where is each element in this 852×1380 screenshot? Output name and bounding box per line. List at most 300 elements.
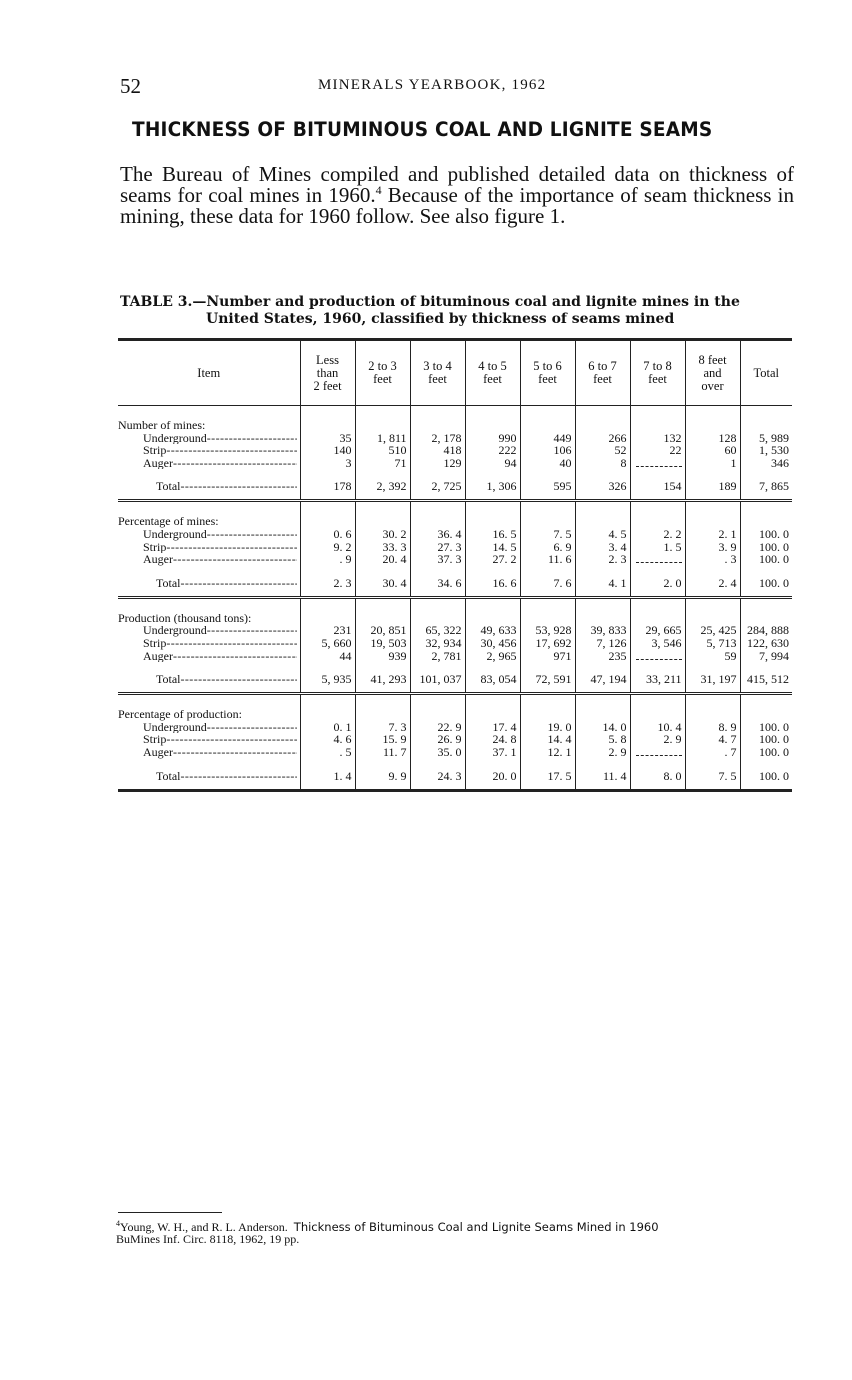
row-label — [118, 624, 297, 637]
column-header — [740, 340, 792, 406]
column-header — [575, 340, 630, 406]
value-cell — [355, 706, 410, 758]
value-cell — [575, 706, 630, 758]
spacer-cell — [118, 597, 300, 610]
row-label-text: Auger — [143, 456, 173, 470]
cell-value: 2. 1 — [718, 526, 737, 541]
value-cell — [575, 513, 630, 565]
cell-value: 44 — [339, 648, 352, 663]
column-header-line: Item — [197, 365, 221, 380]
cell-value: 8. 9 — [718, 719, 737, 734]
total-label-cell — [118, 577, 300, 598]
cell-value: 990 — [498, 430, 517, 445]
cell-value: 32, 934 — [425, 635, 462, 650]
total-value: 17. 5 — [520, 770, 575, 791]
cell-value: 100. 0 — [759, 539, 789, 554]
heading-gap — [466, 419, 517, 432]
cell-value: 35. 0 — [437, 744, 462, 759]
column-header-line: 7 to 8 — [643, 359, 672, 373]
total-value: 415, 512 — [740, 673, 792, 694]
total-row — [118, 480, 792, 501]
spacer-cell — [520, 597, 575, 610]
heading-gap — [741, 708, 790, 721]
heading-gap — [631, 419, 682, 432]
total-value: 326 — [575, 480, 630, 501]
dot-leader — [207, 721, 297, 734]
empty-dash — [636, 651, 682, 660]
column-header-line: 2 feet — [313, 378, 342, 393]
heading-gap — [741, 419, 790, 432]
footnote-marker: 4 — [116, 1219, 120, 1228]
cell-value: 284, 888 — [747, 623, 789, 638]
value-cell — [410, 417, 465, 469]
total-row — [118, 673, 792, 694]
dot-leader — [166, 444, 296, 457]
spacer-cell — [740, 759, 792, 770]
column-header-line: feet — [373, 372, 392, 386]
cell-value: 122, 630 — [747, 635, 789, 650]
section-heading: Number of mines: — [118, 419, 206, 432]
spacer-cell — [355, 597, 410, 610]
cell-value: 7, 126 — [596, 635, 627, 650]
spacer-cell — [355, 694, 410, 707]
cell-value: 5. 8 — [608, 732, 627, 747]
value-cell — [520, 706, 575, 758]
cell-value: 140 — [333, 443, 352, 458]
cell-value: 129 — [443, 455, 462, 470]
value-cell — [465, 417, 520, 469]
column-header-line: than — [316, 365, 339, 380]
value-cell — [300, 417, 355, 469]
dot-leader — [207, 432, 297, 445]
total-value: 2, 392 — [355, 480, 410, 501]
cell-value: 59 — [724, 648, 737, 663]
spacer-row — [118, 694, 792, 707]
total-value: 31, 197 — [685, 673, 740, 694]
dot-leader — [181, 577, 297, 590]
table-section — [118, 706, 792, 758]
table-header-row — [118, 340, 792, 406]
total-value: 1, 306 — [465, 480, 520, 501]
spacer-cell — [118, 694, 300, 707]
value-cell — [740, 513, 792, 565]
spacer-cell — [575, 406, 630, 418]
spacer-cell — [630, 694, 685, 707]
value-cell — [630, 513, 685, 565]
total-value: 2. 0 — [630, 577, 685, 598]
cell-value: 231 — [333, 623, 352, 638]
dot-leader — [173, 457, 297, 470]
total-value: 4. 1 — [575, 577, 630, 598]
total-value: 7, 865 — [740, 480, 792, 501]
total-value: 72, 591 — [520, 673, 575, 694]
column-header — [355, 340, 410, 406]
column-header-line: 8 feet — [698, 352, 727, 367]
total-label-text: Total — [156, 673, 181, 686]
cell-value: 266 — [608, 430, 627, 445]
spacer-row — [118, 501, 792, 514]
cell-value: 22. 9 — [437, 719, 462, 734]
total-value: 30. 4 — [355, 577, 410, 598]
row-label — [118, 541, 297, 554]
cell-value: 60 — [724, 443, 737, 458]
spacer-row — [118, 759, 792, 770]
cell-value: 14. 5 — [492, 539, 517, 554]
cell-value: 65, 322 — [425, 623, 462, 638]
table-caption-line-2: United States, 1960, classified by thickness of seams mined — [206, 311, 675, 327]
total-value: 33, 211 — [630, 673, 685, 694]
column-header-line: 6 to 7 — [588, 359, 617, 373]
intro-text-end: Because of the importance of seam thickness in mining, these data for 1960 follow. See also figure 1. — [120, 183, 794, 228]
cell-value: 20, 851 — [370, 623, 407, 638]
total-row — [118, 577, 792, 598]
column-header-line: feet — [538, 372, 557, 386]
table-section — [118, 610, 792, 662]
spacer-cell — [630, 501, 685, 514]
row-label — [118, 733, 297, 746]
value-cell — [300, 706, 355, 758]
row-label-text: Strip — [143, 636, 167, 650]
spacer-cell — [520, 694, 575, 707]
cell-value: 49, 633 — [480, 623, 517, 638]
cell-value: 2. 9 — [663, 732, 682, 747]
column-header-line: feet — [428, 372, 447, 386]
total-value: 7. 6 — [520, 577, 575, 598]
item-cell — [118, 610, 300, 662]
running-title: MINERALS YEARBOOK, 1962 — [318, 77, 547, 93]
cell-value: 52 — [614, 443, 627, 458]
spacer-cell — [520, 759, 575, 770]
cell-value: 100. 0 — [759, 732, 789, 747]
total-row — [118, 770, 792, 791]
row-label — [118, 432, 297, 445]
column-header — [465, 340, 520, 406]
spacer-cell — [355, 406, 410, 418]
dot-leader — [173, 650, 297, 663]
item-cell — [118, 706, 300, 758]
row-label — [118, 444, 297, 457]
cell-value: 37. 3 — [437, 552, 462, 567]
row-label — [118, 457, 297, 470]
cell-value — [631, 553, 682, 566]
cell-value: 939 — [388, 648, 407, 663]
footnote — [116, 1218, 796, 1245]
spacer-cell — [630, 406, 685, 418]
cell-value — [631, 746, 682, 759]
total-label-text: Total — [156, 769, 181, 783]
table-caption — [120, 294, 792, 328]
value-cell — [630, 706, 685, 758]
value-cell — [465, 610, 520, 662]
total-value: 100. 0 — [740, 770, 792, 791]
cell-value: 1. 5 — [663, 539, 682, 554]
value-cell — [685, 417, 740, 469]
cell-value: 5, 660 — [321, 635, 352, 650]
cell-value: 39, 833 — [590, 623, 627, 638]
cell-value — [631, 457, 682, 470]
spacer-cell — [740, 406, 792, 418]
column-header-line: 3 to 4 — [423, 359, 452, 373]
spacer-cell — [630, 759, 685, 770]
spacer-cell — [355, 501, 410, 514]
spacer-cell — [575, 597, 630, 610]
spacer-cell — [630, 597, 685, 610]
heading-gap — [301, 708, 352, 721]
value-cell — [740, 417, 792, 469]
footnote-citation: BuMines Inf. Circ. 8118, 1962, 19 pp. — [116, 1232, 300, 1246]
heading-gap — [576, 708, 627, 721]
dot-leader — [166, 637, 296, 650]
row-label-text: Strip — [143, 540, 167, 554]
total-label — [118, 770, 297, 783]
value-cell — [685, 610, 740, 662]
spacer-cell — [300, 501, 355, 514]
heading-gap — [631, 708, 682, 721]
cell-value: 19, 503 — [370, 635, 407, 650]
empty-dash — [636, 458, 682, 467]
total-value: 2, 725 — [410, 480, 465, 501]
spacer-cell — [410, 694, 465, 707]
row-label-text: Underground — [143, 720, 207, 734]
value-cell — [630, 610, 685, 662]
footnote-divider — [118, 1212, 222, 1213]
value-cell — [575, 610, 630, 662]
row-label-text: Auger — [143, 745, 173, 759]
column-header — [118, 340, 300, 406]
dot-leader — [173, 746, 297, 759]
cell-value: 2, 178 — [431, 430, 462, 445]
dot-leader — [207, 528, 297, 541]
dot-leader — [181, 480, 297, 493]
heading-gap — [521, 708, 572, 721]
heading-gap — [576, 419, 627, 432]
column-header — [300, 340, 355, 406]
column-header-line: and — [703, 365, 722, 380]
total-value: 5, 935 — [300, 673, 355, 694]
cell-value: 2, 781 — [431, 648, 462, 663]
cell-value: 3. 4 — [608, 539, 627, 554]
dot-leader — [173, 553, 297, 566]
spacer-cell — [118, 662, 300, 673]
cell-value: 0. 6 — [333, 526, 352, 541]
cell-value: 1 — [730, 455, 737, 470]
total-value: 7. 5 — [685, 770, 740, 791]
cell-value: 971 — [553, 648, 572, 663]
cell-value: 37. 1 — [492, 744, 517, 759]
value-cell — [630, 417, 685, 469]
cell-value: 4. 7 — [718, 732, 737, 747]
cell-value: 100. 0 — [759, 552, 789, 567]
total-label-cell — [118, 673, 300, 694]
spacer-cell — [465, 759, 520, 770]
item-cell — [118, 513, 300, 565]
total-value: 34. 6 — [410, 577, 465, 598]
spacer-cell — [118, 501, 300, 514]
section-heading: Percentage of production: — [118, 708, 242, 721]
cell-value: 106 — [553, 443, 572, 458]
row-label-text: Strip — [143, 733, 167, 746]
heading-gap — [356, 419, 407, 432]
spacer-cell — [465, 694, 520, 707]
spacer-cell — [685, 694, 740, 707]
cell-value: 16. 5 — [492, 526, 517, 541]
cell-value: 4. 6 — [333, 732, 352, 747]
spacer-cell — [410, 406, 465, 418]
column-header — [630, 340, 685, 406]
spacer-cell — [355, 759, 410, 770]
dot-leader — [181, 673, 297, 686]
cell-value: 5, 989 — [759, 430, 789, 445]
cell-value: 2. 2 — [663, 526, 682, 541]
cell-value: 17. 4 — [492, 719, 517, 734]
cell-value: 29, 665 — [645, 623, 682, 638]
cell-value: 2, 965 — [486, 648, 517, 663]
value-cell — [685, 513, 740, 565]
cell-value: 222 — [498, 443, 517, 458]
heading-gap — [521, 419, 572, 432]
column-header-line: Total — [753, 365, 779, 380]
cell-value: 6. 9 — [553, 539, 572, 554]
column-header — [410, 340, 465, 406]
total-value: 9. 9 — [355, 770, 410, 791]
row-label — [118, 637, 297, 650]
column-header — [685, 340, 740, 406]
value-cell — [520, 513, 575, 565]
spacer-cell — [410, 501, 465, 514]
total-value: 47, 194 — [575, 673, 630, 694]
cell-value — [631, 650, 682, 663]
page-number: 52 — [120, 74, 141, 98]
heading-gap — [301, 419, 352, 432]
value-cell — [520, 417, 575, 469]
total-label-cell — [118, 480, 300, 501]
total-value: 154 — [630, 480, 685, 501]
spacer-cell — [300, 759, 355, 770]
row-label — [118, 528, 297, 541]
cell-value: 3. 9 — [718, 539, 737, 554]
section-heading: Percentage of mines: — [118, 515, 219, 528]
value-cell — [685, 706, 740, 758]
table-section — [118, 417, 792, 469]
spacer-cell — [520, 406, 575, 418]
cell-value: . 9 — [339, 552, 352, 567]
column-header-line: feet — [593, 372, 612, 386]
total-value: 16. 6 — [465, 577, 520, 598]
total-label-cell — [118, 770, 300, 791]
column-header-line: 5 to 6 — [533, 359, 562, 373]
dot-leader — [181, 770, 297, 783]
empty-dash — [636, 554, 682, 563]
spacer-cell — [118, 566, 300, 577]
spacer-cell — [740, 694, 792, 707]
cell-value: 2. 3 — [608, 552, 627, 567]
cell-value: 100. 0 — [759, 744, 789, 759]
spacer-cell — [300, 406, 355, 418]
row-label-text: Underground — [143, 527, 207, 541]
spacer-cell — [410, 597, 465, 610]
cell-value: 2. 9 — [608, 744, 627, 759]
cell-value: 35 — [339, 430, 352, 445]
total-value: 20. 0 — [465, 770, 520, 791]
cell-value: 26. 9 — [437, 732, 462, 747]
total-label-text: Total — [156, 576, 181, 590]
column-header — [520, 340, 575, 406]
cell-value: 1, 811 — [376, 430, 407, 445]
cell-value: 36. 4 — [437, 526, 462, 541]
cell-value: 128 — [718, 430, 737, 445]
heading-gap — [686, 708, 737, 721]
total-value: 1. 4 — [300, 770, 355, 791]
cell-value: 132 — [663, 430, 682, 445]
cell-value: 10. 4 — [657, 719, 682, 734]
cell-value: 17, 692 — [535, 635, 572, 650]
coal-seam-table — [118, 338, 792, 792]
total-value: 189 — [685, 480, 740, 501]
footnote-title: Thickness of Bituminous Coal and Lignite Seams Mined in 1960 — [293, 1220, 659, 1234]
total-value: 178 — [300, 480, 355, 501]
spacer-cell — [685, 501, 740, 514]
value-cell — [300, 513, 355, 565]
dot-leader — [207, 624, 297, 637]
cell-value: 7. 3 — [388, 719, 407, 734]
spacer-cell — [575, 759, 630, 770]
value-cell — [355, 417, 410, 469]
spacer-cell — [300, 597, 355, 610]
cell-value: . 5 — [339, 744, 352, 759]
heading-gap — [466, 708, 517, 721]
value-cell — [740, 610, 792, 662]
cell-value: 11. 6 — [547, 552, 572, 567]
cell-value: 14. 0 — [602, 719, 627, 734]
row-label-text: Auger — [143, 553, 173, 566]
column-header-line: Less — [316, 352, 339, 367]
empty-dash — [636, 747, 682, 756]
spacer-cell — [740, 597, 792, 610]
spacer-cell — [118, 469, 300, 480]
cell-value: 33. 3 — [382, 539, 407, 554]
cell-value: 7. 5 — [553, 526, 572, 541]
cell-value: 27. 3 — [437, 539, 462, 554]
cell-value: 449 — [553, 430, 572, 445]
spacer-cell — [465, 501, 520, 514]
cell-value: 100. 0 — [759, 526, 789, 541]
total-value: 11. 4 — [575, 770, 630, 791]
column-header-line: 4 to 5 — [478, 359, 507, 373]
value-cell — [520, 610, 575, 662]
row-label-text: Underground — [143, 624, 207, 637]
spacer-cell — [410, 759, 465, 770]
value-cell — [410, 513, 465, 565]
total-label — [118, 673, 297, 686]
heading-gap — [356, 708, 407, 721]
footnote-authors: Young, W. H., and R. L. Anderson. — [120, 1220, 288, 1234]
cell-value: 53, 928 — [535, 623, 572, 638]
cell-value: 22 — [669, 443, 682, 458]
row-label-text: Underground — [143, 431, 207, 445]
cell-value: 1, 530 — [759, 443, 789, 458]
row-label-text: Strip — [143, 444, 167, 457]
row-label — [118, 746, 297, 759]
footnote-reference[interactable]: 4 — [375, 183, 382, 197]
cell-value: 510 — [388, 443, 407, 458]
total-value: 101, 037 — [410, 673, 465, 694]
cell-value: 71 — [394, 455, 407, 470]
intro-paragraph — [120, 164, 794, 227]
value-cell — [300, 610, 355, 662]
spacer-cell — [118, 759, 300, 770]
total-label — [118, 577, 297, 590]
cell-value: 25, 425 — [700, 623, 737, 638]
